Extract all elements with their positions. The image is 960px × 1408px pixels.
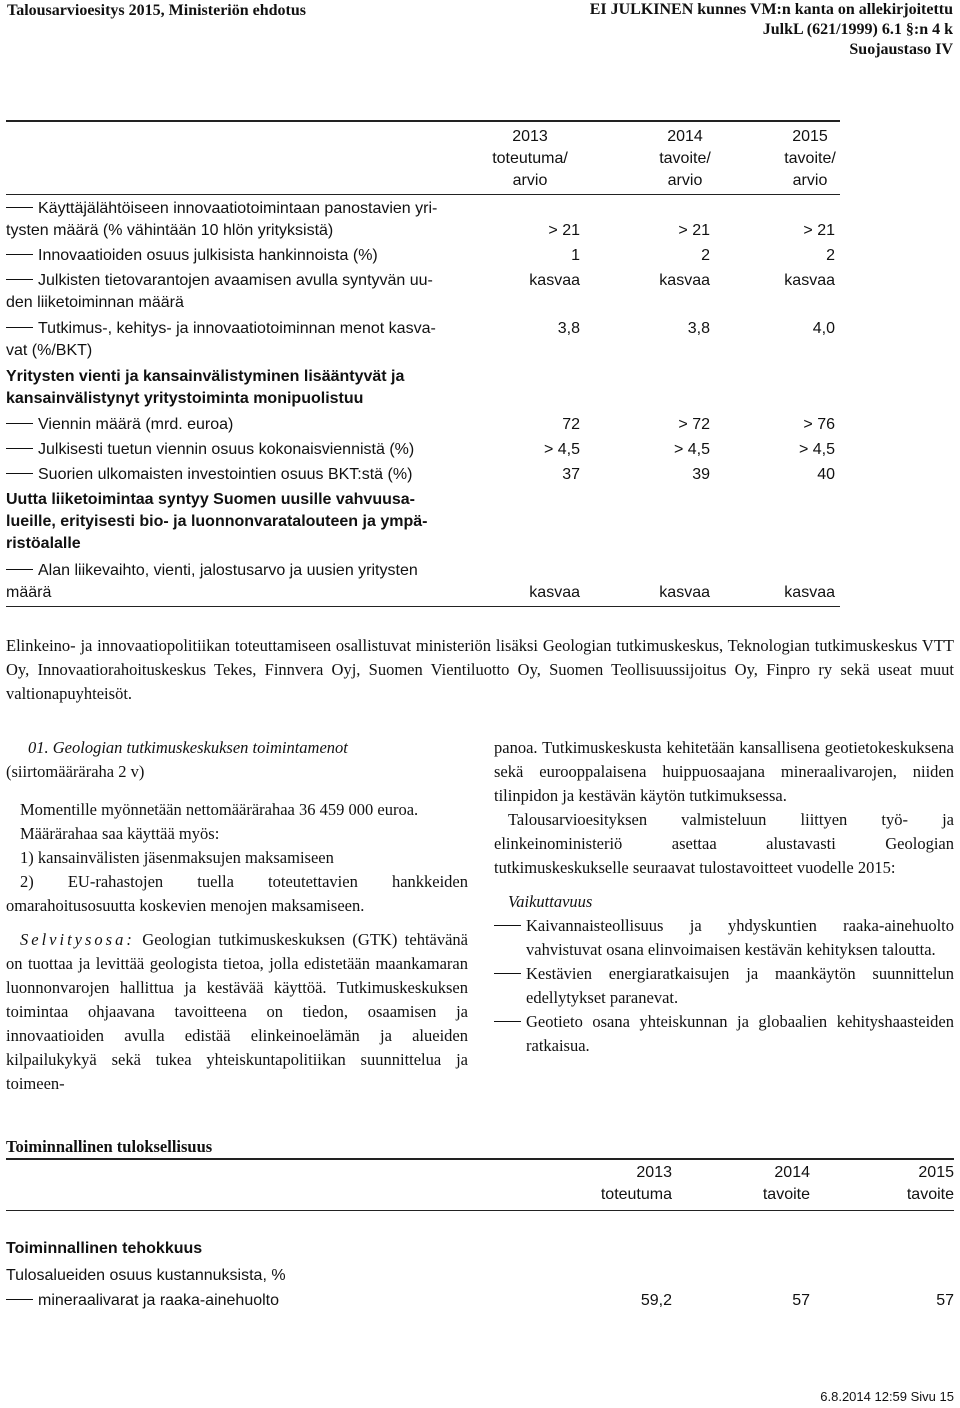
header-right-line3: Suojaustaso IV [849,41,953,58]
col-header-line: tavoite/ [784,150,836,167]
header-left: Talousarvioesitys 2015, Ministeriön ehdotus [7,2,306,19]
bullet-text: Geotieto osana yhteiskunnan ja globaalien kehityshaasteiden ratkaisua. [526,1012,954,1055]
left-column [6,736,468,1096]
col-header-line: 2015 [792,128,828,145]
cell: > 72 [678,416,710,433]
table-row [6,198,437,242]
cell: 39 [692,466,710,483]
cell: 40 [817,466,835,483]
col-header-line: arvio [792,172,828,189]
col-header-line: 2015 [918,1164,954,1181]
body-paragraph: Elinkeino- ja innovaatiopolitiikan toteuttamiseen osallistuvat ministeriön lisäksi Geologian tutkimuskeskus, Teknologian tutkimuskeskus VTT Oy, Innovaatiorahoituskeskus Tekes, Finnvera Oyj, Suomen Vientiluotto Oy, Suomen Teollisuussijoitus Oy, Finpro ry sekä useat muut valtionapuyhteisöt. [6,636,954,703]
cell: 2 [701,247,710,264]
col-header-line: toteutuma/ [492,150,568,167]
table2-header-rule [6,1210,954,1211]
cell: 3,8 [687,320,710,337]
table2-title: Toiminnallinen tuloksellisuus [6,1137,213,1156]
col-header-line: tavoite/ [659,150,711,167]
paragraph: 2) EU-rahastojen tuella toteutettavien hankkeiden omarahoitusosuutta koskevien menojen maksamiseen. [6,872,468,915]
cell: 1 [571,247,580,264]
table-bottom-rule [6,606,840,607]
row-label: mineraalivarat ja raaka-ainehuolto [38,1292,280,1309]
paragraph: 1) kansainvälisten jäsenmaksujen maksamiseen [20,848,334,867]
paragraph: Momentille myönnetään nettomäärärahaa 36 459 000 euroa. [20,800,419,819]
col-2013-header [572,1162,672,1206]
cell: kasvaa [659,272,710,289]
momentti-subtitle: (siirtomääräraha 2 v) [6,762,145,781]
section-line: lueille, erityisesti bio- ja luonnonvaratalouteen ja ympä- [6,513,428,530]
row-label: Innovaatioiden osuus julkisista hankinnoista (%) [38,247,378,264]
page-footer: 6.8.2014 12:59 Sivu 15 [820,1389,954,1404]
paragraph: Määrärahaa saa käyttää myös: [20,824,220,843]
row-label: Julkisten tietovarantojen avaamisen avulla syntyvän uu- [38,272,433,289]
bullet-text: Kaivannaisteollisuus ja yhdyskuntien raaka-ainehuolto vahvistuvat osana elinvoimaisen kestävän kehityksen taloutta. [526,916,954,959]
header-right [590,0,953,60]
col-header-line: 2013 [512,128,548,145]
cell: 4,0 [812,320,835,337]
cell: kasvaa [659,584,710,601]
section-line: kansainvälistynyt yritystoiminta monipuolistuu [6,390,364,407]
cell: 3,8 [557,320,580,337]
momentti-heading [6,736,468,760]
momentti-title: Geologian tutkimuskeskuksen toimintamenot [52,738,348,757]
col-header-line: 2013 [636,1164,672,1181]
bullet-text: Kestävien energiaratkaisujen ja maankäytön suunnittelun edellytykset paranevat. [526,964,954,1007]
paragraph [6,928,468,1096]
row-label: tysten määrä (% vähintään 10 hlön yrityksistä) [6,222,334,239]
row-label: den liiketoiminnan määrä [6,294,184,311]
paragraph: Talousarvioesityksen valmisteluun liittyen työ- ja elinkeinoministeriö asettaa alustavasti Geologian tutkimuskeskukselle seuraavat tulostavoitteet vuodelle 2015: [494,810,954,877]
cell: > 4,5 [543,441,580,458]
row-label: vat (%/BKT) [6,342,93,359]
paragraph: panoa. Tutkimuskeskusta kehitetään kansallisena geotietokeskuksena sekä eurooppalaisena huippuosaajana mineraalivarojen, niiden tilinpidon ja kestävän käytön tutkimuksessa. [494,738,954,805]
section-heading: Toiminnallinen tehokkuus [6,1240,203,1257]
row-label: Julkisesti tuetun viennin osuus kokonaisviennistä (%) [38,441,415,458]
row-label: Viennin määrä (mrd. euroa) [38,416,234,433]
bullet-item [494,962,954,1010]
table-row [6,245,378,267]
table-row [6,414,233,436]
cell: > 76 [803,416,835,433]
cell: > 4,5 [798,441,835,458]
col-2014-header [710,1162,810,1206]
header-right-line2: JulkL (621/1999) 6.1 §:n 4 k [762,21,953,38]
col-header-line: arvio [667,172,703,189]
table-row [6,318,436,362]
col-header-line: toteutuma [600,1186,672,1203]
col-2015-header [854,1162,954,1206]
section-line: Yritysten vienti ja kansainvälistyminen lisääntyvät ja [6,368,405,385]
cell: 37 [562,466,580,483]
subheading: Vaikuttavuus [508,892,593,911]
row-label: määrä [6,584,52,601]
cell: kasvaa [784,272,835,289]
table-top-rule [6,120,840,122]
table-row [6,464,412,486]
right-column [494,736,954,1058]
section-line: ristöalalle [6,535,81,552]
table-row [6,439,414,461]
momentti-number: 01. [28,738,49,757]
header-right-line1: EI JULKINEN kunnes VM:n kanta on allekirjoitettu [589,1,953,18]
section-heading [6,366,404,410]
table-row [6,270,433,314]
table-header-rule [6,194,840,195]
cell: > 4,5 [673,441,710,458]
col-header-line: 2014 [774,1164,810,1181]
row-label: Suorien ulkomaisten investointien osuus BKT:stä (%) [38,466,413,483]
cell: 57 [936,1292,954,1309]
cell: kasvaa [529,272,580,289]
col-2015-header [760,126,860,192]
cell: 72 [562,416,580,433]
row-label: Alan liikevaihto, vienti, jalostusarvo ja uusien yritysten [38,562,418,579]
bullet-item [494,1010,954,1058]
cell: 59,2 [640,1292,672,1309]
table-row [6,1290,279,1312]
section-heading [6,489,427,555]
sub-heading: Tulosalueiden osuus kustannuksista, % [6,1267,286,1284]
col-2014-header [635,126,735,192]
cell: > 21 [548,222,580,239]
row-label: Käyttäjälähtöiseen innovaatiotoimintaan panostavien yri- [38,200,438,217]
cell: > 21 [678,222,710,239]
paragraph-text: Geologian tutkimuskeskuksen (GTK) tehtävänä on tuottaa ja levittää geologista tietoa, jolla edistetään maankamaran luonnonvarojen hallittua ja kestävää käyttöä. Tutkimuskeskuksen toimintaa ohjaavana tavoitteena on tiedon, osaamisen ja innovaatioiden avulla edistää elinkeinoelämän ja alueiden kilpailukykyä sekä tukea yhteiskuntapolitiikan suunnittelua ja toimeen- [6,930,469,1093]
row-label: Tutkimus-, kehitys- ja innovaatiotoiminnan menot kasva- [38,320,436,337]
col-2013-header [480,126,580,192]
col-header-line: 2014 [667,128,703,145]
col-header-line: arvio [512,172,548,189]
col-header-line: tavoite [906,1186,954,1203]
cell: kasvaa [784,584,835,601]
cell: 2 [826,247,835,264]
table2-top-rule [6,1158,954,1160]
cell: kasvaa [529,584,580,601]
bullet-item [494,914,954,962]
selvitysosa-label: Selvitysosa: [20,930,135,949]
cell: > 21 [803,222,835,239]
table-row [6,560,418,604]
col-header-line: tavoite [762,1186,810,1203]
section-line: Uutta liiketoimintaa syntyy Suomen uusille vahvuusa- [6,491,415,508]
cell: 57 [792,1292,810,1309]
